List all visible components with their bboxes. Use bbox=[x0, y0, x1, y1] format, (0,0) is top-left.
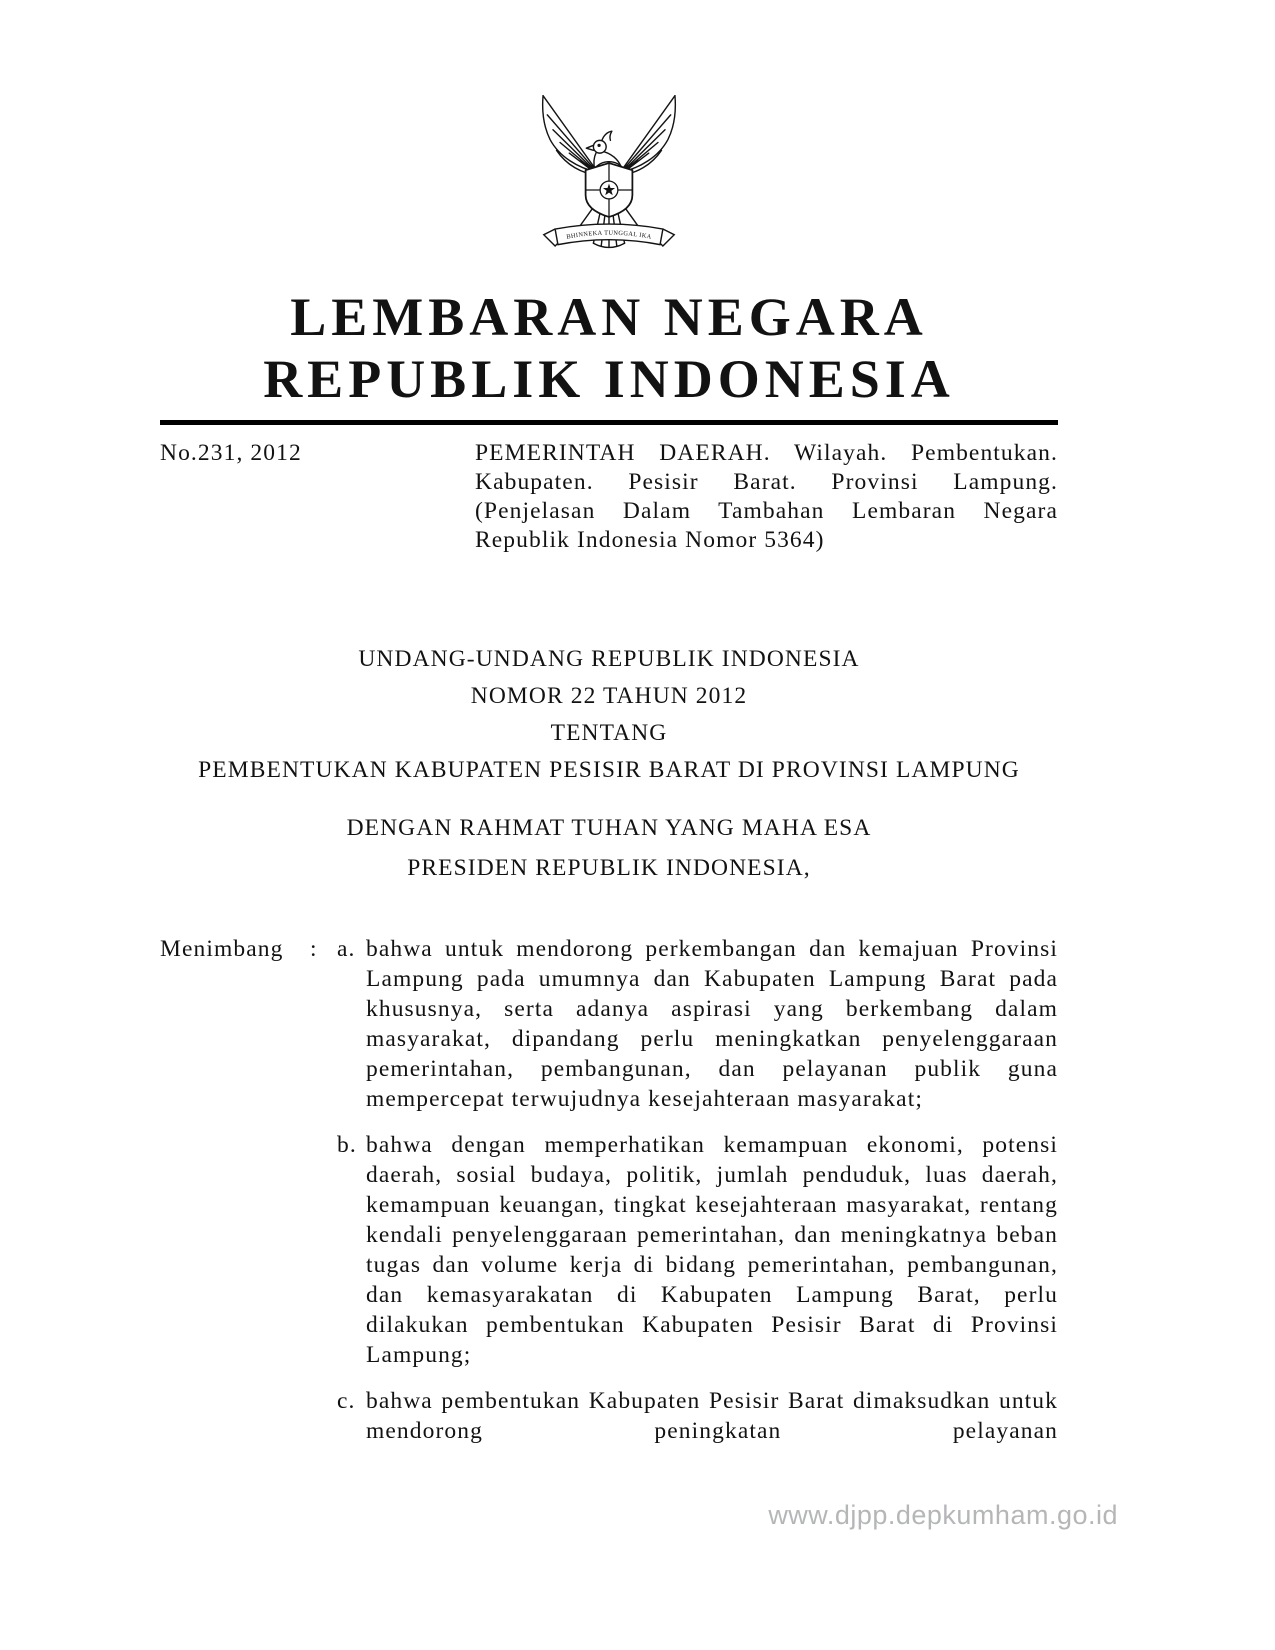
act-heading-line2: NOMOR 22 TAHUN 2012 bbox=[470, 683, 748, 709]
item-text: bahwa untuk mendorong perkembangan dan kemajuan Provinsi Lampung pada umumnya dan Kabupaten Lampung Barat pada khususnya, serta adanya aspirasi yang berkembang dalam masyarakat, dipandang perlu meningkatkan penyelenggaraan pemerintahan, pembangunan, dan pelayanan publik guna mempercepat terwujudnya kesejahteraan masyarakat; bbox=[366, 936, 1058, 1112]
act-heading-line4: PEMBENTUKAN KABUPATEN PESISIR BARAT DI PROVINSI LAMPUNG bbox=[198, 757, 1020, 783]
issue-row bbox=[160, 439, 1058, 555]
consideration-item-b bbox=[337, 1130, 1058, 1370]
gazette-title-line2: REPUBLIK INDONESIA bbox=[263, 349, 955, 409]
item-text: bahwa dengan memperhatikan kemampuan ekonomi, potensi daerah, sosial budaya, politik, jumlah penduduk, luas daerah, kemampuan keuangan, tingkat kesejahteraan masyarakat, rentang kendali penyelenggaraan pemerintahan, dan meningkatnya beban tugas dan volume kerja di bidang pemerintahan, pembangunan, dan kemasyarakatan di Kabupaten Lampung Barat, perlu dilakukan pembentukan Kabupaten Pesisir Barat di Provinsi Lampung; bbox=[366, 1132, 1058, 1368]
item-marker: b. bbox=[337, 1132, 357, 1158]
invocation-line: DENGAN RAHMAT TUHAN YANG MAHA ESA bbox=[346, 815, 872, 841]
item-text: bahwa pembentukan Kabupaten Pesisir Barat dimaksudkan untuk mendorong peningkatan pelayanan bbox=[366, 1388, 1058, 1444]
subject-abstract: PEMERINTAH DAERAH. Wilayah. Pembentukan. Kabupaten. Pesisir Barat. Provinsi Lampung. (Penjelasan Dalam Tambahan Lembaran Negara Republik Indonesia Nomor 5364) bbox=[475, 440, 1058, 553]
act-heading-line3: TENTANG bbox=[550, 720, 668, 746]
considerations-colon: : bbox=[310, 936, 318, 962]
page-content bbox=[0, 84, 1275, 1446]
pancasila-shield-icon bbox=[586, 163, 633, 217]
masthead-divider bbox=[160, 420, 1058, 425]
act-heading bbox=[160, 641, 1058, 789]
consideration-item-a bbox=[337, 934, 1058, 1114]
gazette-title-line1: LEMBARAN NEGARA bbox=[290, 287, 928, 347]
gazette-title bbox=[160, 286, 1058, 410]
authority-line: PRESIDEN REPUBLIK INDONESIA, bbox=[407, 855, 811, 881]
act-heading-line1: UNDANG-UNDANG REPUBLIK INDONESIA bbox=[358, 646, 860, 672]
considerations-label: Menimbang bbox=[160, 936, 284, 962]
item-marker: c. bbox=[337, 1388, 356, 1414]
watermark-url: www.djpp.depkumham.go.id bbox=[768, 1500, 1118, 1530]
consideration-item-c bbox=[337, 1386, 1058, 1446]
emblem-motto-text: BHINNEKA TUNGGAL IKA bbox=[565, 229, 653, 241]
item-marker: a. bbox=[337, 936, 356, 962]
considerations-section bbox=[160, 934, 1058, 1446]
considerations-list bbox=[337, 934, 1058, 1446]
issue-number: No.231, 2012 bbox=[160, 440, 302, 466]
garuda-pancasila-icon bbox=[531, 84, 687, 262]
